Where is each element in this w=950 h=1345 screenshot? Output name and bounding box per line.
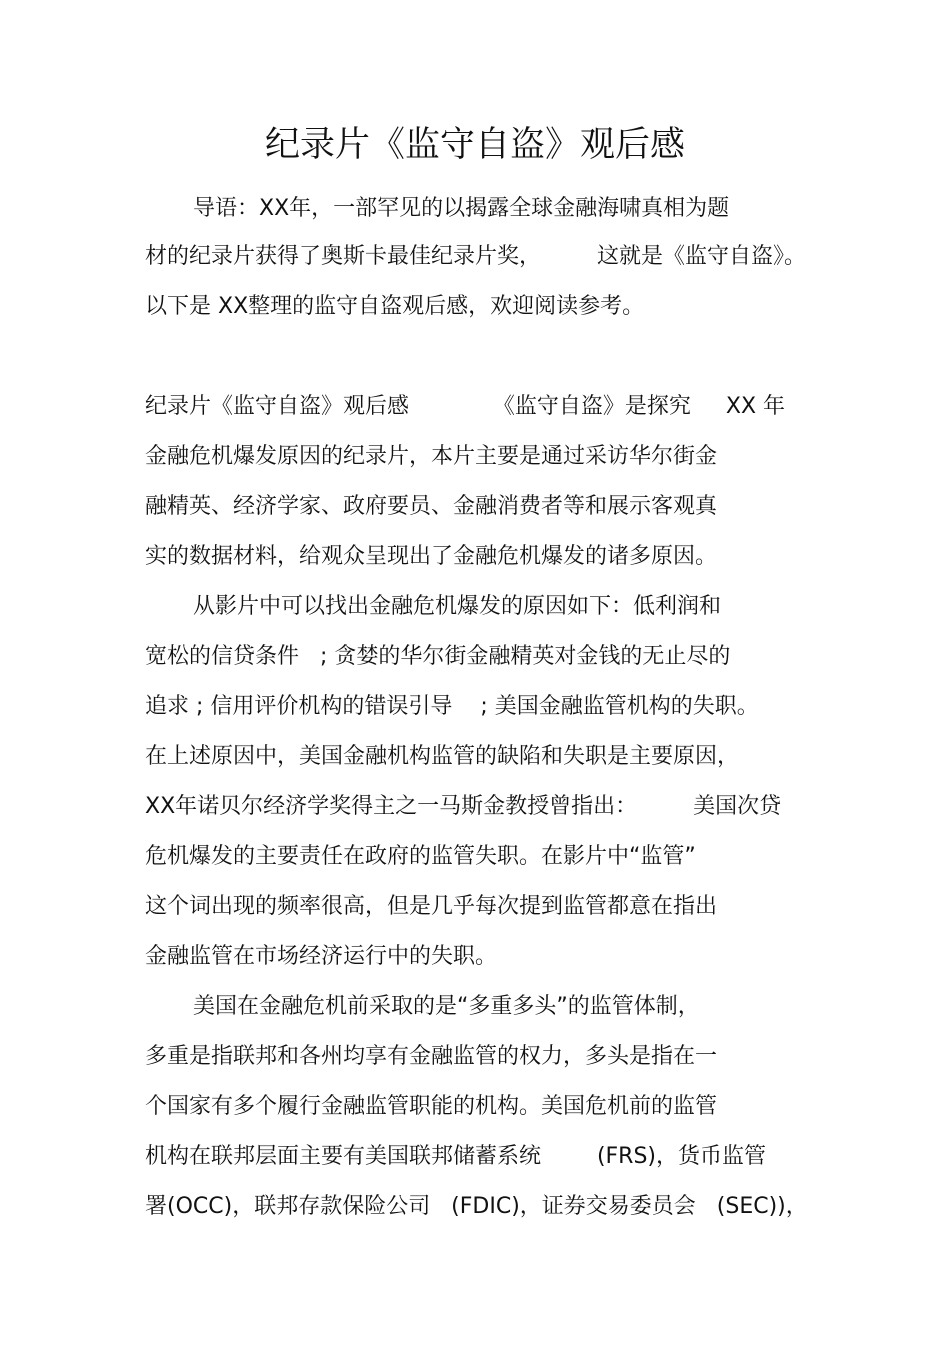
paragraph-line: 追求 ; 信用评价机构的错误引导 ; 美国金融监管机构的失职。 bbox=[145, 694, 759, 719]
document-title: 纪录片《监守自盗》观后感 bbox=[264, 125, 685, 165]
paragraph-line: 多重是指联邦和各州均享有金融监管的权力，多头是指在一 bbox=[145, 1044, 718, 1069]
paragraph-line: 实的数据材料，给观众呈现出了金融危机爆发的诸多原因。 bbox=[145, 544, 718, 569]
paragraph-line: 从影片中可以找出金融危机爆发的原因如下：低利润和 bbox=[193, 594, 722, 619]
paragraph-line: 导语：XX年，一部罕见的以揭露全球金融海啸真相为题 bbox=[193, 196, 730, 221]
paragraph-line: 个国家有多个履行金融监管职能的机构。美国危机前的监管 bbox=[145, 1094, 718, 1119]
paragraph-line: 这个词出现的频率很高，但是几乎每次提到监管都意在指出 bbox=[145, 894, 718, 919]
paragraph-line: 金融危机爆发原因的纪录片，本片主要是通过采访华尔街金 bbox=[145, 444, 718, 469]
paragraph-line: 融精英、经济学家、政府要员、金融消费者等和展示客观真 bbox=[145, 494, 718, 519]
paragraph-line: 金融监管在市场经济运行中的失职。 bbox=[145, 944, 498, 969]
paragraph-line: 机构在联邦层面主要有美国联邦储蓄系统 (FRS)，货币监管 bbox=[145, 1144, 767, 1169]
paragraph-line: 材的纪录片获得了奥斯卡最佳纪录片奖， 这就是《监守自盗》。 bbox=[145, 244, 806, 269]
paragraph-line: 危机爆发的主要责任在政府的监管失职。在影片中“监管” bbox=[145, 844, 696, 869]
paragraph-line: 署(OCC)，联邦存款保险公司 (FDIC)，证券交易委员会 (SEC))， bbox=[145, 1194, 808, 1219]
paragraph-line: 美国在金融危机前采取的是“多重多头”的监管体制， bbox=[193, 994, 700, 1019]
paragraph-line: XX年诺贝尔经济学奖得主之一马斯金教授曾指出： 美国次贷 bbox=[145, 794, 782, 819]
paragraph-line: 纪录片《监守自盗》观后感 《监守自盗》是探究 XX 年 bbox=[145, 394, 786, 419]
paragraph-line: 以下是 XX整理的监守自盗观后感，欢迎阅读参考。 bbox=[145, 294, 645, 319]
paragraph-line: 宽松的信贷条件 ; 贪婪的华尔街金融精英对金钱的无止尽的 bbox=[145, 644, 731, 669]
paragraph-line: 在上述原因中，美国金融机构监管的缺陷和失职是主要原因， bbox=[145, 744, 740, 769]
